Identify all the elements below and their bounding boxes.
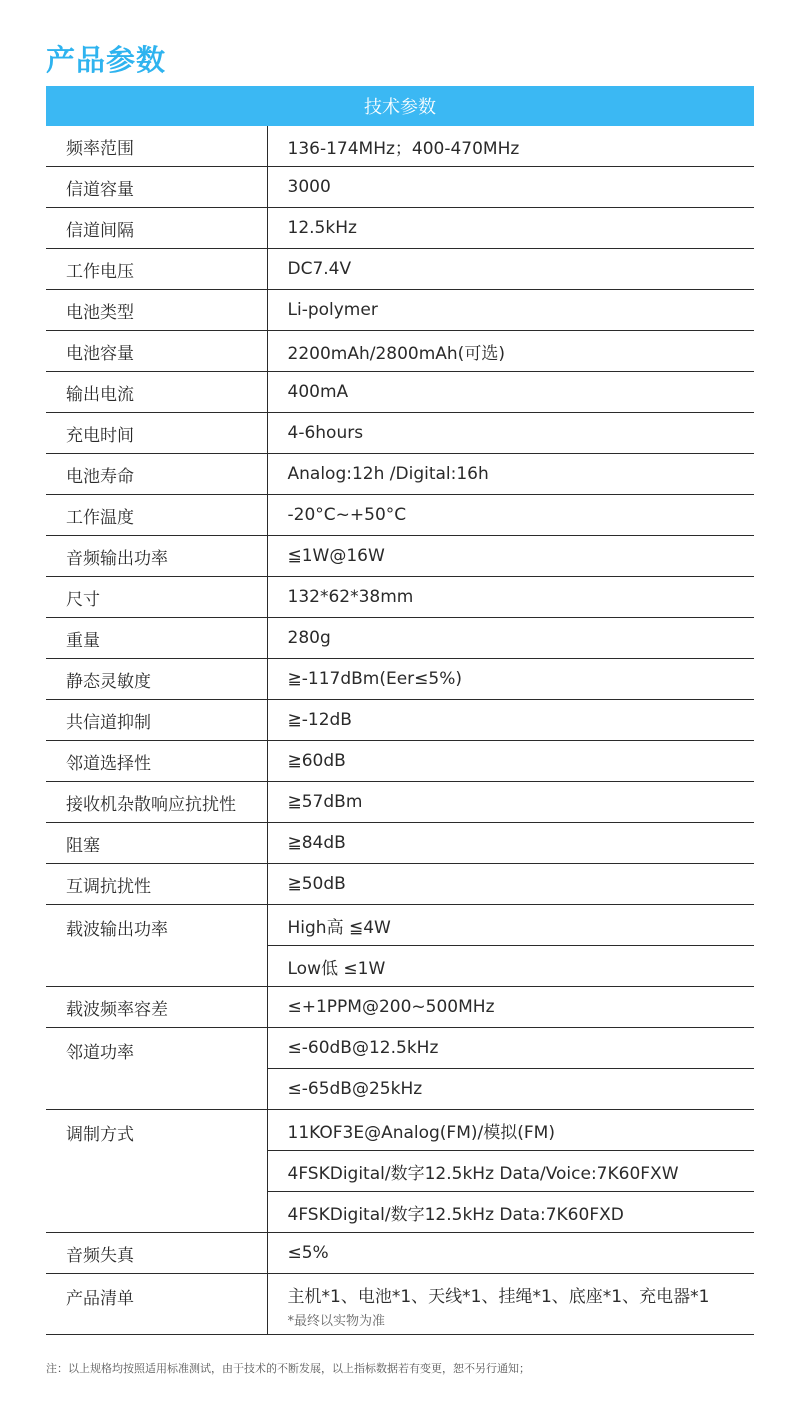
- spec-label: 音频失真: [46, 1233, 267, 1274]
- spec-label: 阻塞: [46, 823, 267, 864]
- spec-value: ≤5%: [267, 1233, 754, 1274]
- spec-label: 载波输出功率: [46, 905, 267, 987]
- spec-label: 信道容量: [46, 167, 267, 208]
- product-list-section: [46, 1274, 754, 1335]
- footnote: 注：以上规格均按照适用标准测试，由于技术的不断发展，以上指标数据若有变更，恕不另行通知；: [46, 1362, 530, 1375]
- spec-value: ≧-12dB: [267, 700, 754, 741]
- product-list-note: *最终以实物为准: [287, 1313, 386, 1329]
- spec-table-body: [46, 126, 754, 1274]
- spec-value: Analog:12h /Digital:16h: [267, 454, 754, 495]
- spec-table-header: 技术参数: [46, 86, 754, 126]
- spec-label: 重量: [46, 618, 267, 659]
- spec-row: [46, 1110, 754, 1151]
- spec-label: 互调抗扰性: [46, 864, 267, 905]
- spec-label: 载波频率容差: [46, 987, 267, 1028]
- spec-row: [46, 905, 754, 946]
- spec-table: [46, 86, 754, 1335]
- spec-label: 音频输出功率: [46, 536, 267, 577]
- spec-value: 400mA: [267, 372, 754, 413]
- spec-label: 电池寿命: [46, 454, 267, 495]
- spec-row: [46, 536, 754, 577]
- spec-row: [46, 126, 754, 167]
- spec-row: [46, 454, 754, 495]
- spec-value: 12.5kHz: [267, 208, 754, 249]
- spec-row: [46, 1233, 754, 1274]
- spec-value: ≤-60dB@12.5kHz: [267, 1028, 754, 1069]
- spec-row: [46, 372, 754, 413]
- product-list-row: [46, 1274, 754, 1335]
- spec-value: -20°C~+50°C: [267, 495, 754, 536]
- spec-value: 132*62*38mm: [267, 577, 754, 618]
- spec-row: [46, 823, 754, 864]
- spec-value: ≧57dBm: [267, 782, 754, 823]
- spec-value: ≤-65dB@25kHz: [267, 1069, 754, 1110]
- spec-label: 电池类型: [46, 290, 267, 331]
- spec-label: 充电时间: [46, 413, 267, 454]
- product-list-label: 产品清单: [46, 1274, 267, 1335]
- spec-value: ≧84dB: [267, 823, 754, 864]
- spec-value: 2200mAh/2800mAh(可选): [267, 331, 754, 372]
- spec-row: [46, 167, 754, 208]
- spec-row: [46, 249, 754, 290]
- spec-row: [46, 1028, 754, 1069]
- spec-row: [46, 987, 754, 1028]
- spec-value: 11KOF3E@Analog(FM)/模拟(FM): [267, 1110, 754, 1151]
- spec-value: Low低 ≤1W: [267, 946, 754, 987]
- spec-row: [46, 290, 754, 331]
- spec-row: [46, 577, 754, 618]
- page-title: 产品参数: [46, 43, 167, 77]
- spec-label: 尺寸: [46, 577, 267, 618]
- spec-value: ≧60dB: [267, 741, 754, 782]
- spec-value: ≤+1PPM@200~500MHz: [267, 987, 754, 1028]
- spec-label: 频率范围: [46, 126, 267, 167]
- product-list-value: 主机*1、电池*1、天线*1、挂绳*1、底座*1、充电器*1: [287, 1286, 710, 1307]
- spec-label: 接收机杂散响应抗扰性: [46, 782, 267, 823]
- spec-value: DC7.4V: [267, 249, 754, 290]
- spec-row: [46, 495, 754, 536]
- spec-row: [46, 208, 754, 249]
- spec-value: ≧-117dBm(Eer≤5%): [267, 659, 754, 700]
- spec-value: 4FSKDigital/数字12.5kHz Data/Voice:7K60FXW: [267, 1151, 754, 1192]
- spec-value: 3000: [267, 167, 754, 208]
- spec-value: 280g: [267, 618, 754, 659]
- spec-row: [46, 864, 754, 905]
- spec-label: 邻道选择性: [46, 741, 267, 782]
- spec-value: 136-174MHz；400-470MHz: [267, 126, 754, 167]
- spec-row: [46, 700, 754, 741]
- spec-value: ≦1W@16W: [267, 536, 754, 577]
- spec-row: [46, 331, 754, 372]
- spec-row: [46, 782, 754, 823]
- product-list-cell: [267, 1274, 754, 1335]
- spec-value: 4-6hours: [267, 413, 754, 454]
- spec-label: 信道间隔: [46, 208, 267, 249]
- spec-value: 4FSKDigital/数字12.5kHz Data:7K60FXD: [267, 1192, 754, 1233]
- spec-label: 调制方式: [46, 1110, 267, 1233]
- spec-value: Li-polymer: [267, 290, 754, 331]
- spec-label: 工作电压: [46, 249, 267, 290]
- spec-label: 输出电流: [46, 372, 267, 413]
- spec-value: High高 ≦4W: [267, 905, 754, 946]
- spec-row: [46, 413, 754, 454]
- spec-label: 邻道功率: [46, 1028, 267, 1110]
- spec-row: [46, 618, 754, 659]
- spec-table-header-row: [46, 86, 754, 126]
- spec-label: 电池容量: [46, 331, 267, 372]
- spec-label: 工作温度: [46, 495, 267, 536]
- spec-label: 共信道抑制: [46, 700, 267, 741]
- spec-value: ≧50dB: [267, 864, 754, 905]
- spec-row: [46, 659, 754, 700]
- spec-label: 静态灵敏度: [46, 659, 267, 700]
- spec-row: [46, 741, 754, 782]
